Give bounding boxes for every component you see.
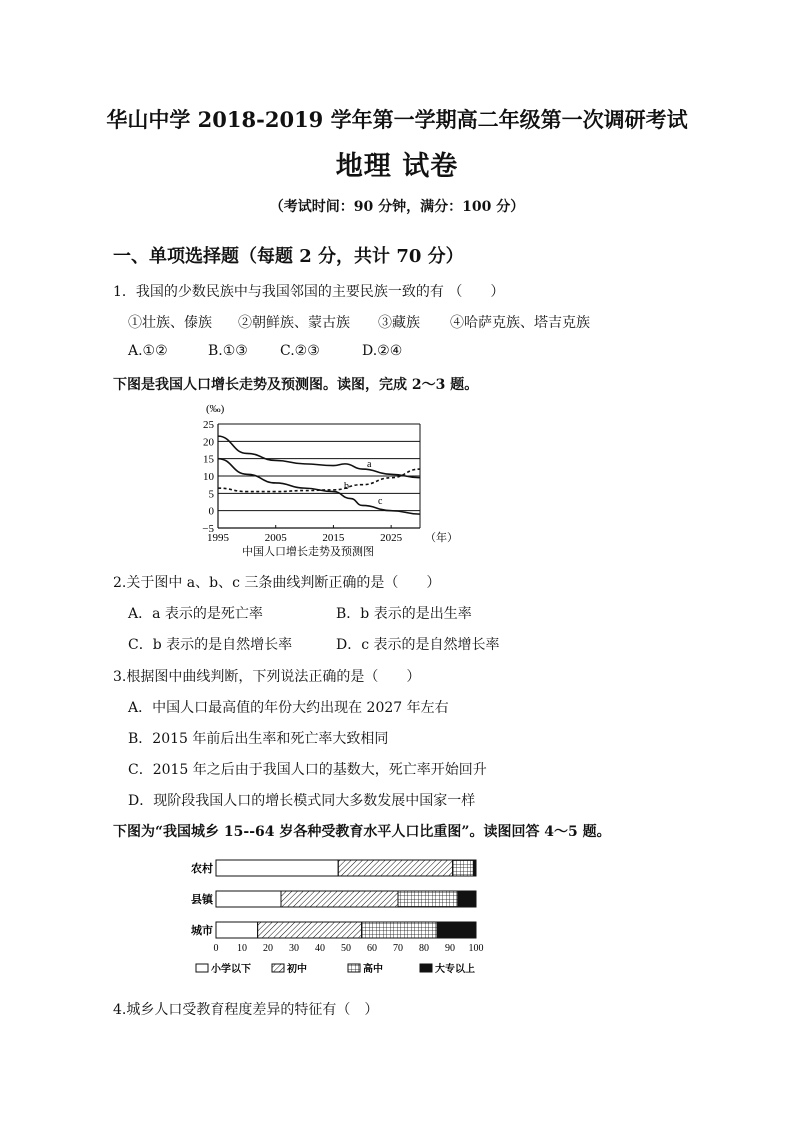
q1-item-4: ④哈萨克族、塔吉克族 [450,315,590,331]
category-label: 县镇 [191,894,213,906]
q2-option-b: B．b 表示的是出生率 [336,606,472,622]
q1-item-2: ②朝鲜族、蒙古族 [238,315,350,331]
legend-label: 初中 [287,964,307,975]
y-unit-label: (‰) [206,403,225,415]
bar-segment [437,922,476,938]
bar-segment [362,922,437,938]
section-heading: 一、单项选择题（每题 2 分，共计 70 分） [113,246,464,267]
x-tick-label: 2015 [322,532,345,544]
q4-stem: 4.城乡人口受教育程度差异的特征有（ ） [113,1002,379,1018]
series-label-c: c [378,496,383,507]
category-label: 城市 [191,925,213,937]
q3-option-d: D．现阶段我国人口的增长模式同大多数发展中国家一样 [128,793,476,809]
series-line-c [218,459,420,514]
q1-stem: 1．我国的少数民族中与我国邻国的主要民族一致的有 （ ） [113,284,505,300]
x-tick-label: 2025 [380,532,403,544]
x-tick-label: 0 [213,943,219,954]
bar-segment [281,891,398,907]
q2-option-d: D．c 表示的是自然增长率 [336,637,500,653]
legend-swatch [196,964,208,972]
category-label: 农村 [191,863,213,875]
exam-time-info: （考试时间：90 分钟，满分：100 分） [269,199,525,215]
q3-option-b: B．2015 年前后出生率和死亡率大致相同 [128,731,389,747]
x-tick-label: 60 [367,943,377,954]
x-tick-label: 20 [263,943,273,954]
education-chart [180,850,500,980]
legend-swatch [348,964,360,972]
exam-title: 华山中学 2018-2019 学年第一学期高二年级第一次调研考试 [106,107,688,132]
x-tick-label: 10 [237,943,247,954]
q1-option-d: D.②④ [362,343,403,359]
x-tick-label: 30 [289,943,299,954]
q3-option-a: A．中国人口最高值的年份大约出现在 2027 年左右 [128,700,449,716]
series-line-b [218,469,420,492]
q1-item-1: ①壮族、傣族 [128,315,212,331]
bar-segment [216,922,258,938]
q2-option-c: C．b 表示的是自然增长率 [128,637,293,653]
x-tick-label: 100 [468,943,484,954]
y-tick-label: 10 [203,471,214,483]
x-unit-label: （年） [425,532,458,544]
chart-caption: 中国人口增长走势及预测图 [242,546,374,558]
legend-label: 小学以下 [211,964,251,975]
legend-label: 高中 [363,964,383,975]
x-tick-label: 40 [315,943,325,954]
bar-segment [398,891,458,907]
legend-swatch [420,964,432,972]
intro-2-3: 下图是我国人口增长走势及预测图。读图，完成 2～3 题。 [113,377,479,393]
x-tick-label: 90 [445,943,455,954]
bar-segment [216,860,338,876]
q1-item-3: ③藏族 [378,315,420,331]
x-tick-label: 70 [393,943,403,954]
x-tick-label: 2005 [264,532,287,544]
bar-segment [258,922,362,938]
series-line-a [218,436,420,478]
q1-option-b: B.①③ [208,343,248,359]
x-tick-label: 1995 [207,532,229,544]
y-tick-label: 25 [203,419,214,431]
bar-segment [453,860,474,876]
bar-segment [473,860,476,876]
intro-4-5: 下图为“我国城乡 15--64 岁各种受教育水平人口比重图”。读图回答 4～5 题。 [113,824,611,840]
q1-option-c: C.②③ [280,343,320,359]
exam-subject: 地理 试卷 [335,151,459,182]
x-tick-label: 80 [419,943,429,954]
series-label-b: b [344,481,349,492]
q1-option-a: A.①② [128,343,168,359]
y-tick-label: 5 [208,488,214,501]
y-tick-label: 0 [208,505,214,518]
population-chart [190,398,460,558]
bar-segment [216,891,281,907]
x-tick-label: 50 [341,943,351,954]
q2-option-a: A．a 表示的是死亡率 [128,606,263,622]
y-tick-label: 20 [203,436,214,449]
bar-segment [458,891,476,907]
q2-stem: 2.关于图中 a、b、c 三条曲线判断正确的是（ ） [113,575,441,591]
legend-label: 大专以上 [435,964,475,975]
y-tick-label: 15 [203,453,214,466]
bar-segment [338,860,452,876]
y-tick-label: −5 [202,523,214,535]
series-label-a: a [367,459,372,470]
legend-swatch [272,964,284,972]
q3-stem: 3.根据图中曲线判断，下列说法正确的是（ ） [113,669,421,685]
q3-option-c: C．2015 年之后由于我国人口的基数大，死亡率开始回升 [128,762,487,778]
